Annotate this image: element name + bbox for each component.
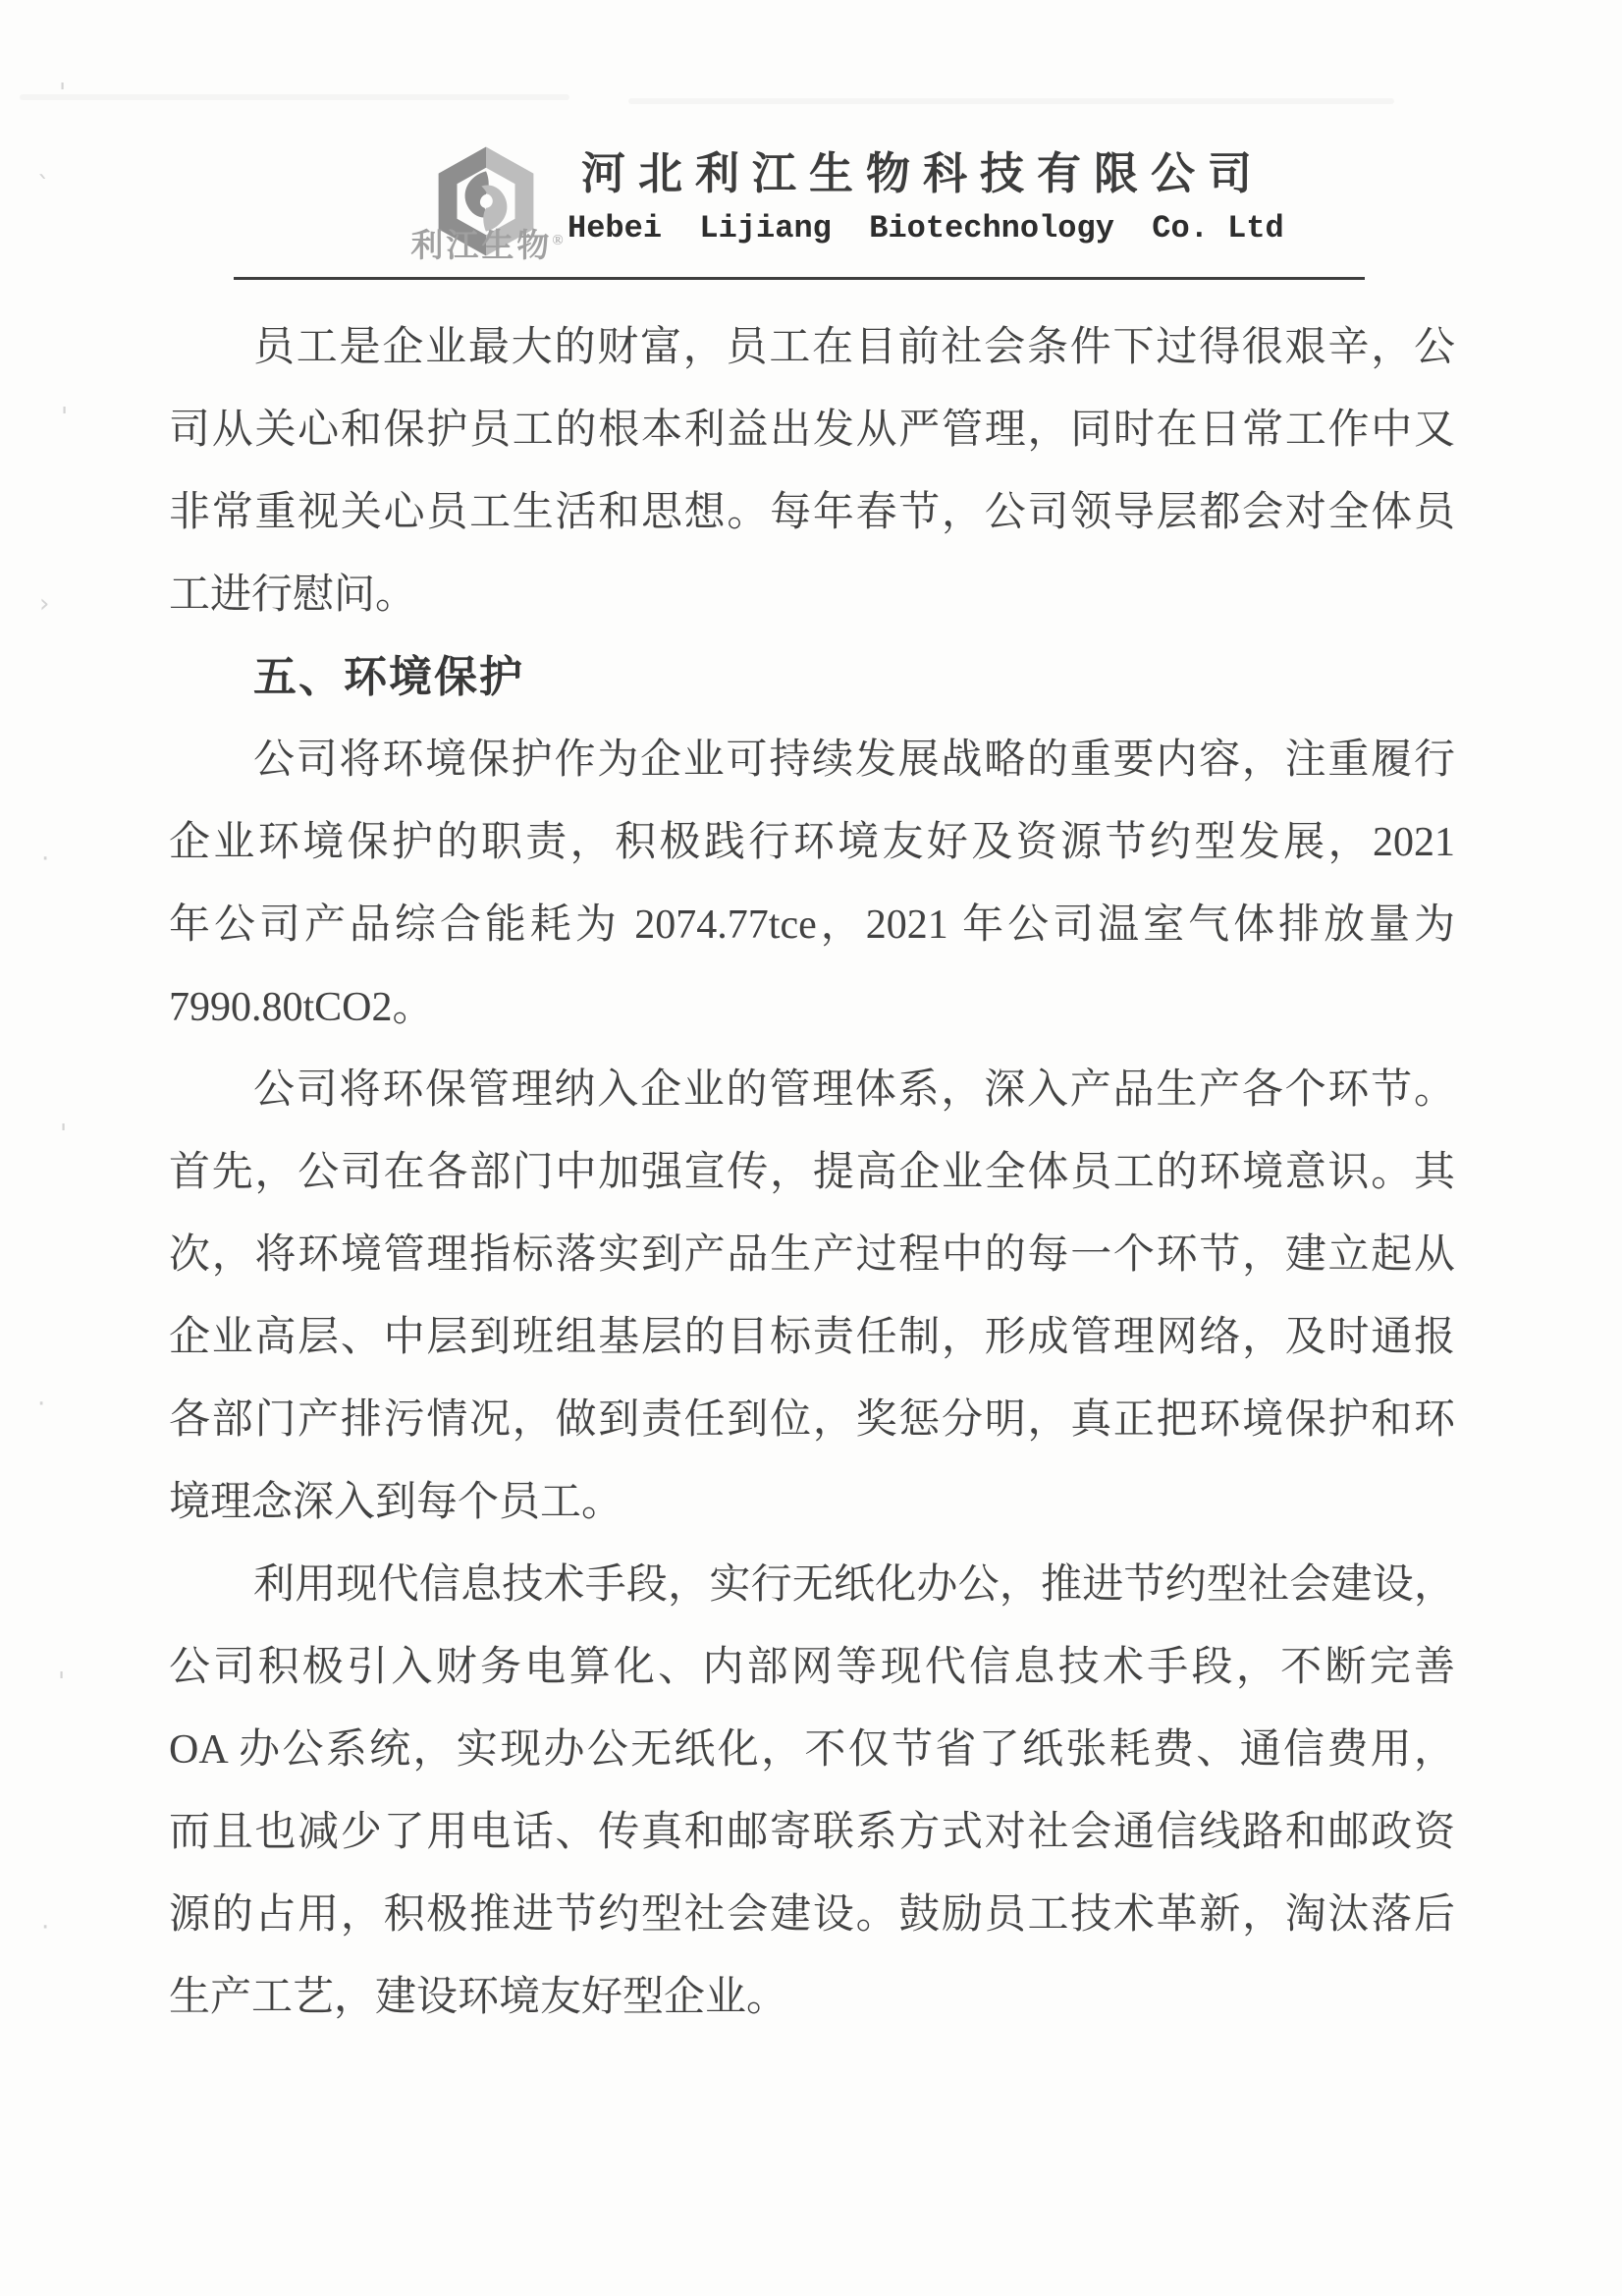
scan-streak bbox=[628, 98, 1394, 104]
paragraph-line: 公司将环境保护作为企业可持续发展战略的重要内容，注重履行 bbox=[253, 738, 1455, 783]
paragraph-line: 生产工艺，建设环境友好型企业。 bbox=[169, 1975, 788, 2020]
logo-caption-text: 利江生物 bbox=[410, 229, 553, 264]
paragraph-line: 而且也减少了用电话、传真和邮寄联系方式对社会通信线路和邮政资 bbox=[169, 1810, 1455, 1855]
section-heading: 五、环境保护 bbox=[253, 653, 524, 701]
paragraph-line: 境理念深入到每个员工。 bbox=[169, 1480, 623, 1525]
paragraph-line: 年公司产品综合能耗为 2074.77tce，2021 年公司温室气体排放量为 bbox=[169, 902, 1455, 948]
header-divider bbox=[234, 277, 1365, 280]
paragraph-line: 司从关心和保护员工的根本利益出发从严管理，同时在日常工作中又 bbox=[169, 408, 1455, 453]
scan-artifact: · bbox=[37, 1390, 46, 1419]
paragraph-line: 源的占用，积极推进节约型社会建设。鼓励员工技术革新，淘汰落后 bbox=[169, 1892, 1455, 1938]
document-body bbox=[169, 306, 1455, 2039]
scan-artifact: · bbox=[41, 845, 50, 874]
paragraph-line: 利用现代信息技术手段，实行无纸化办公，推进节约型社会建设， bbox=[253, 1562, 1455, 1608]
registered-trademark-icon: ® bbox=[552, 233, 564, 248]
paragraph-line: 各部门产排污情况，做到责任到位，奖惩分明，真正把环境保护和环 bbox=[169, 1397, 1455, 1443]
paragraph-line: 公司积极引入财务电算化、内部网等现代信息技术手段，不断完善 bbox=[169, 1645, 1455, 1690]
scan-streak bbox=[20, 94, 569, 100]
logo-caption bbox=[389, 220, 585, 266]
scan-artifact: ` bbox=[37, 172, 50, 201]
company-name-chinese: 河北利江生物科技有限公司 bbox=[581, 149, 1266, 198]
paragraph-line: 7990.80tCO2。 bbox=[169, 985, 434, 1030]
paragraph-line: 工进行慰问。 bbox=[169, 573, 417, 618]
scan-artifact: ' bbox=[59, 79, 67, 108]
paragraph-line: 企业环境保护的职责，积极践行环境友好及资源节约型发展，2021 bbox=[169, 820, 1455, 865]
paragraph-line: 员工是企业最大的财富，员工在目前社会条件下过得很艰辛，公 bbox=[253, 325, 1455, 370]
scan-artifact: ' bbox=[61, 403, 69, 432]
paragraph-line: 企业高层、中层到班组基层的目标责任制，形成管理网络，及时通报 bbox=[169, 1315, 1455, 1360]
scan-artifact: ' bbox=[60, 1120, 68, 1149]
paragraph-line: 首先，公司在各部门中加强宣传，提高企业全体员工的环境意识。其 bbox=[169, 1150, 1455, 1195]
paragraph-line: 次，将环境管理指标落实到产品生产过程中的每一个环节，建立起从 bbox=[169, 1232, 1455, 1278]
paragraph-line: 非常重视关心员工生活和思想。每年春节，公司领导层都会对全体员 bbox=[169, 490, 1455, 535]
paragraph-line: 公司将环保管理纳入企业的管理体系，深入产品生产各个环节。 bbox=[253, 1067, 1455, 1113]
scan-artifact: ' bbox=[58, 1667, 66, 1697]
scan-artifact: · bbox=[41, 1913, 50, 1942]
scan-artifact: › bbox=[39, 589, 50, 619]
company-name-english: Hebei Lijiang Biotechnology Co. Ltd bbox=[568, 210, 1284, 246]
paragraph-line: OA 办公系统，实现办公无纸化，不仅节省了纸张耗费、通信费用， bbox=[169, 1727, 1455, 1773]
